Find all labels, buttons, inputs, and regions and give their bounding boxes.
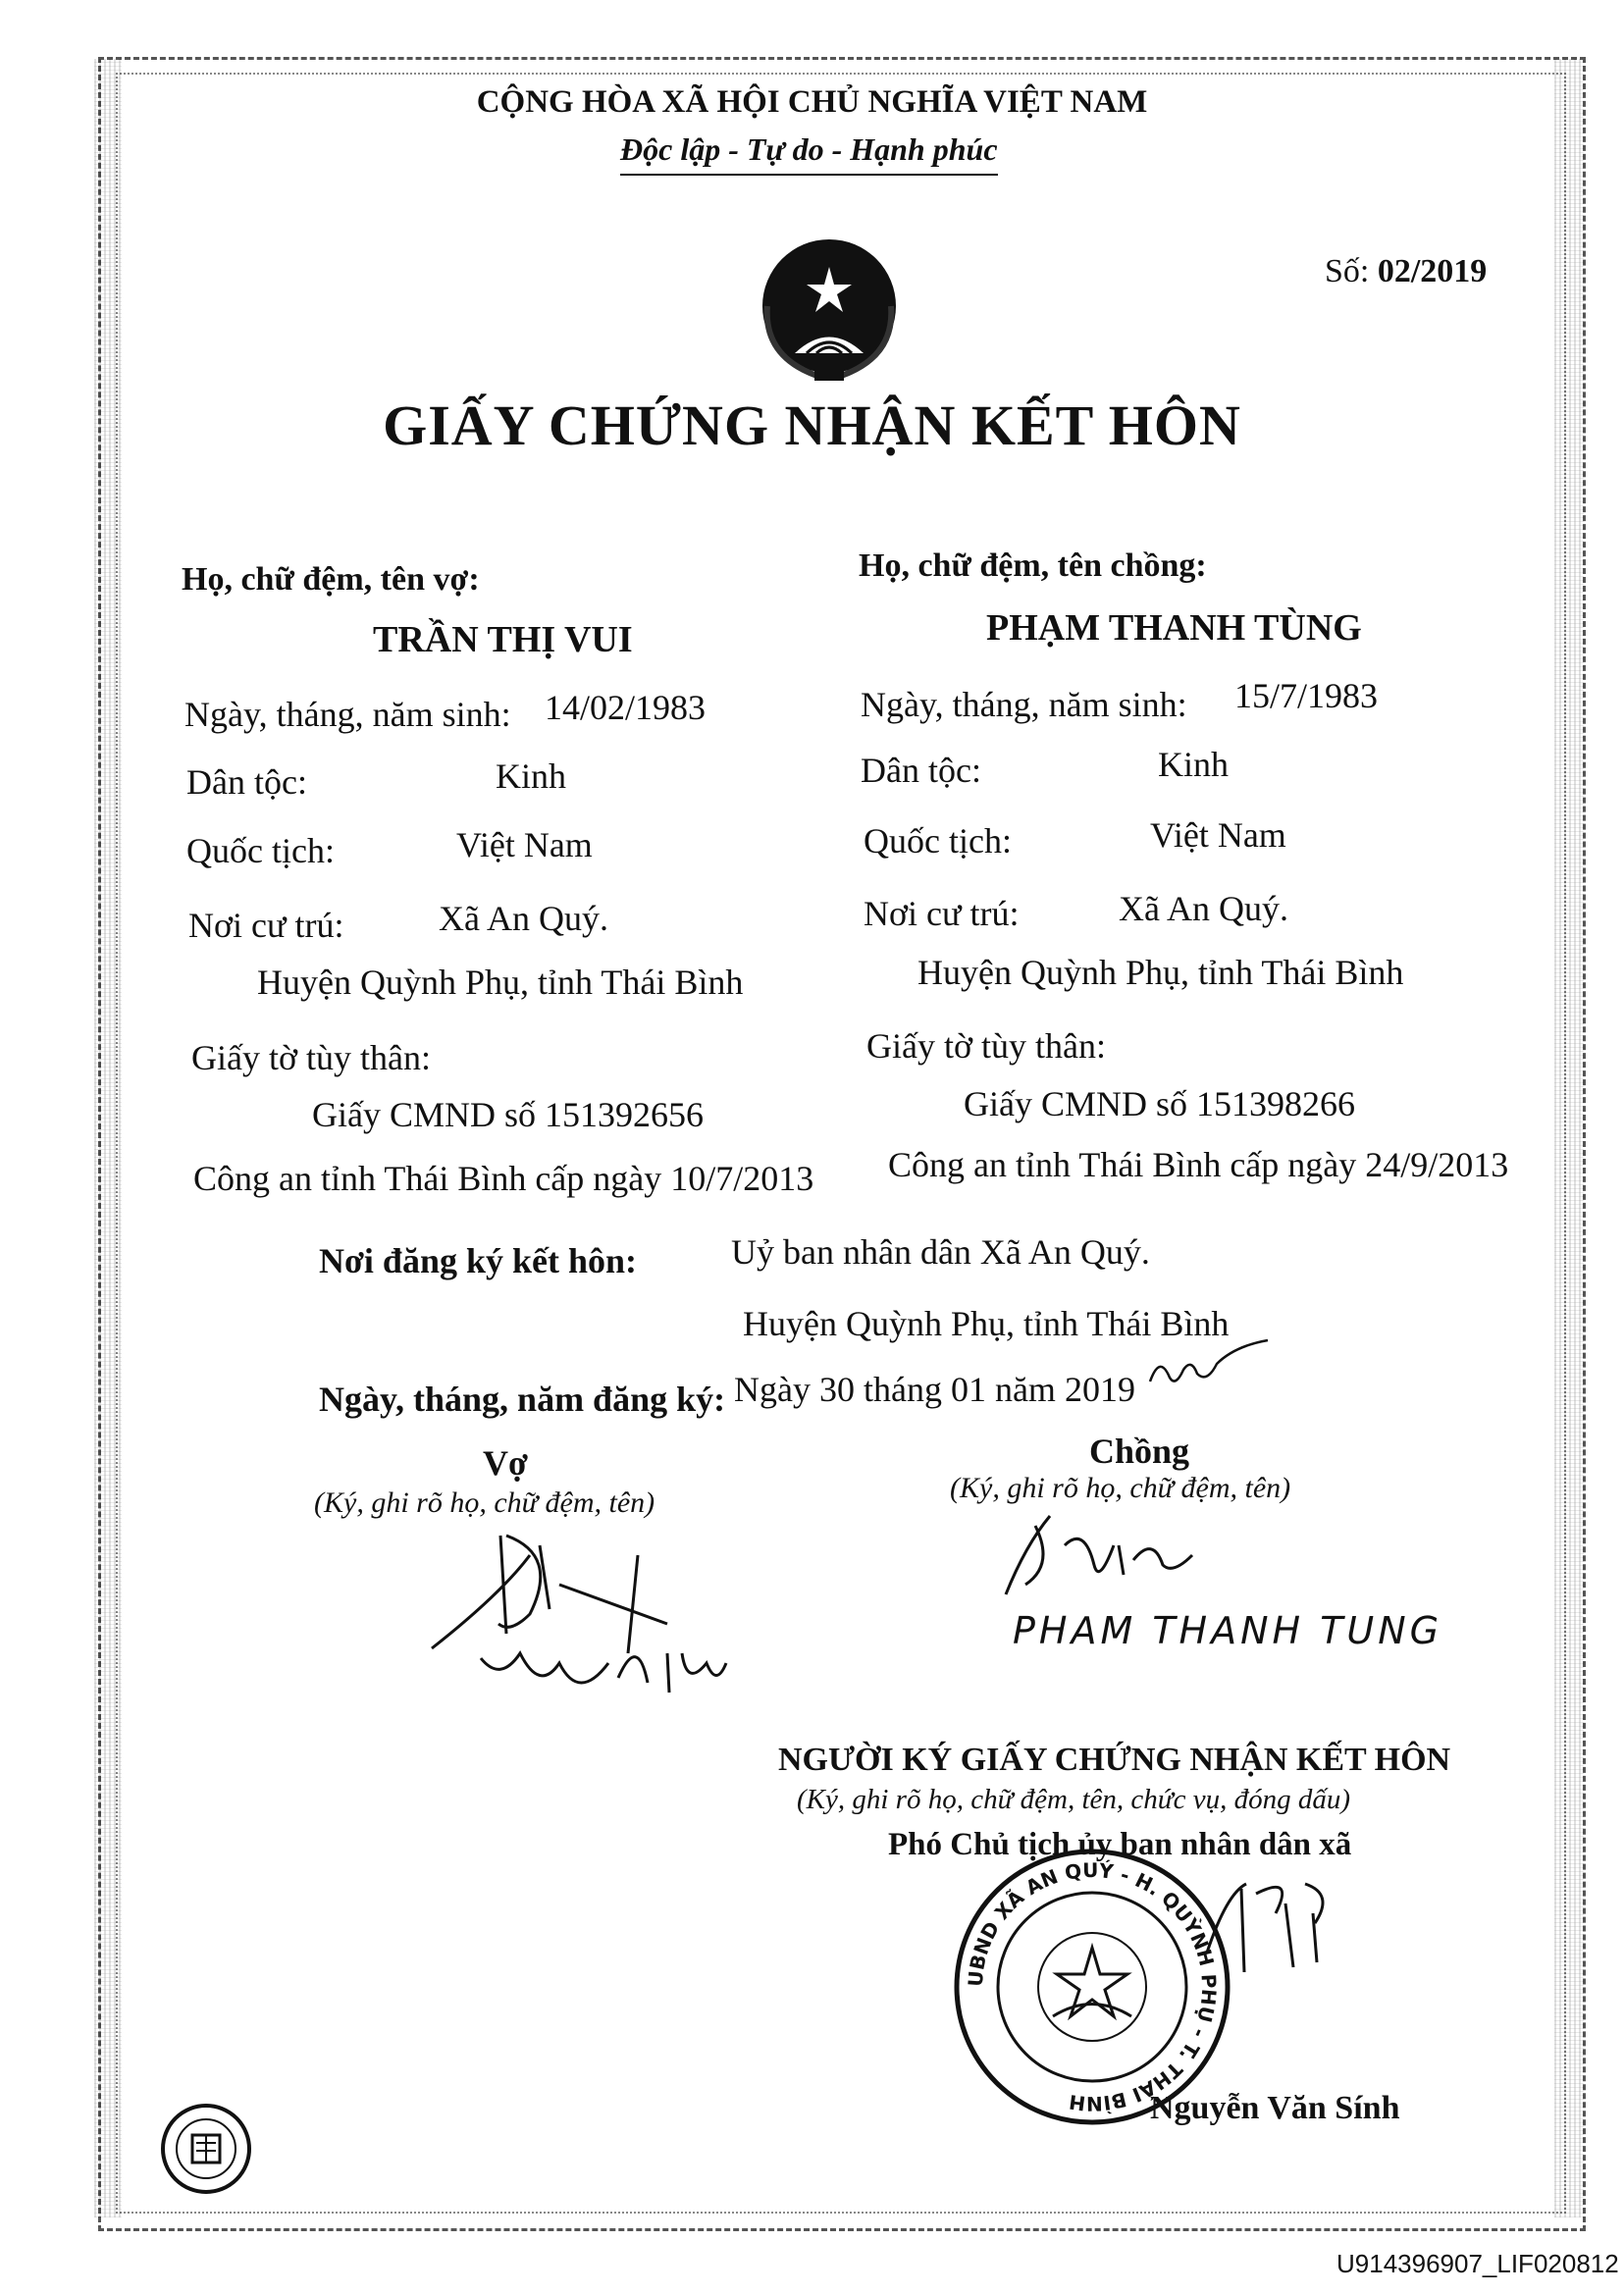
wife-signature-icon bbox=[412, 1516, 756, 1712]
registration-date: Ngày 30 tháng 01 năm 2019 bbox=[734, 1370, 1135, 1409]
husband-id-1: Giấy CMND số 151398266 bbox=[964, 1084, 1356, 1123]
wife-ethnicity: Kinh bbox=[496, 756, 566, 796]
left-edge-texture bbox=[94, 59, 122, 2217]
notary-logo-icon bbox=[157, 2100, 255, 2198]
husband-name: PHẠM THANH TÙNG bbox=[986, 607, 1362, 649]
husband-nationality-label: Quốc tịch: bbox=[864, 821, 1012, 860]
svg-text:UBND XÃ AN QUÝ - H. QUỲNH PHỤ: UBND XÃ AN QUÝ - H. QUỲNH PHỤ - T. THÁI BÌNH bbox=[963, 1857, 1222, 2116]
official-name: Nguyễn Văn Sính bbox=[1150, 2090, 1400, 2126]
husband-residence-1: Xã An Quý. bbox=[1119, 889, 1288, 928]
right-edge-texture bbox=[1554, 59, 1584, 2217]
document-number bbox=[1325, 253, 1487, 290]
registration-place-1: Uỷ ban nhân dân Xã An Quý. bbox=[731, 1232, 1150, 1272]
husband-ethnicity: Kinh bbox=[1158, 745, 1229, 784]
husband-name-label: Họ, chữ đệm, tên chồng: bbox=[859, 547, 1207, 584]
wife-name-label: Họ, chữ đệm, tên vợ: bbox=[182, 561, 480, 598]
wife-name: TRẦN THỊ VUI bbox=[373, 619, 633, 660]
husband-signature-title: Chồng bbox=[1089, 1432, 1190, 1471]
number-value: 02/2019 bbox=[1377, 253, 1488, 289]
official-hint: (Ký, ghi rõ họ, chữ đệm, tên, chức vụ, đóng dấu) bbox=[797, 1784, 1350, 1815]
husband-nationality: Việt Nam bbox=[1150, 815, 1286, 855]
initials-mark-icon bbox=[1146, 1334, 1274, 1393]
wife-id-1: Giấy CMND số 151392656 bbox=[312, 1095, 705, 1134]
registration-date-label: Ngày, tháng, năm đăng ký: bbox=[319, 1380, 726, 1419]
husband-id-2: Công an tỉnh Thái Bình cấp ngày 24/9/2013 bbox=[888, 1145, 1509, 1184]
wife-id-label: Giấy tờ tùy thân: bbox=[191, 1038, 432, 1077]
wife-residence-label: Nơi cư trú: bbox=[188, 906, 344, 945]
husband-id-label: Giấy tờ tùy thân: bbox=[866, 1026, 1107, 1066]
official-heading: NGƯỜI KÝ GIẤY CHỨNG NHẬN KẾT HÔN bbox=[778, 1742, 1451, 1778]
husband-dob: 15/7/1983 bbox=[1234, 676, 1379, 715]
husband-signature-icon bbox=[996, 1506, 1222, 1604]
wife-nationality-label: Quốc tịch: bbox=[186, 831, 335, 870]
wife-residence-1: Xã An Quý. bbox=[439, 899, 608, 938]
husband-handwritten-name: PHAM THANH TUNG bbox=[1013, 1609, 1443, 1652]
wife-signature-title: Vợ bbox=[483, 1443, 528, 1483]
motto: Độc lập - Tự do - Hạnh phúc bbox=[620, 131, 998, 176]
national-emblem-icon bbox=[756, 228, 903, 385]
husband-residence-2: Huyện Quỳnh Phụ, tỉnh Thái Bình bbox=[917, 953, 1404, 992]
registration-place-label: Nơi đăng ký kết hôn: bbox=[319, 1241, 638, 1280]
wife-id-2: Công an tỉnh Thái Bình cấp ngày 10/7/2013 bbox=[193, 1159, 814, 1198]
husband-residence-label: Nơi cư trú: bbox=[864, 894, 1020, 933]
official-signature-icon bbox=[1187, 1864, 1344, 1982]
country-heading: CỘNG HÒA XÃ HỘI CHỦ NGHĨA VIỆT NAM bbox=[476, 84, 1148, 120]
wife-residence-2: Huyện Quỳnh Phụ, tỉnh Thái Bình bbox=[257, 963, 744, 1002]
husband-dob-label: Ngày, tháng, năm sinh: bbox=[861, 685, 1187, 724]
wife-dob-label: Ngày, tháng, năm sinh: bbox=[184, 695, 511, 734]
wife-ethnicity-label: Dân tộc: bbox=[186, 762, 307, 802]
registration-place-2: Huyện Quỳnh Phụ, tỉnh Thái Bình bbox=[743, 1304, 1230, 1343]
document-title: GIẤY CHỨNG NHẬN KẾT HÔN bbox=[383, 393, 1241, 457]
wife-signature-hint: (Ký, ghi rõ họ, chữ đệm, tên) bbox=[314, 1486, 655, 1519]
wife-dob: 14/02/1983 bbox=[545, 688, 707, 727]
number-label: Số: bbox=[1325, 253, 1370, 289]
husband-ethnicity-label: Dân tộc: bbox=[861, 751, 981, 790]
official-role: Phó Chủ tịch ủy ban nhân dân xã bbox=[888, 1827, 1352, 1862]
wife-nationality: Việt Nam bbox=[456, 825, 593, 864]
footer-code: U914396907_LIF020812 bbox=[1336, 2249, 1619, 2278]
husband-signature-hint: (Ký, ghi rõ họ, chữ đệm, tên) bbox=[950, 1472, 1291, 1504]
